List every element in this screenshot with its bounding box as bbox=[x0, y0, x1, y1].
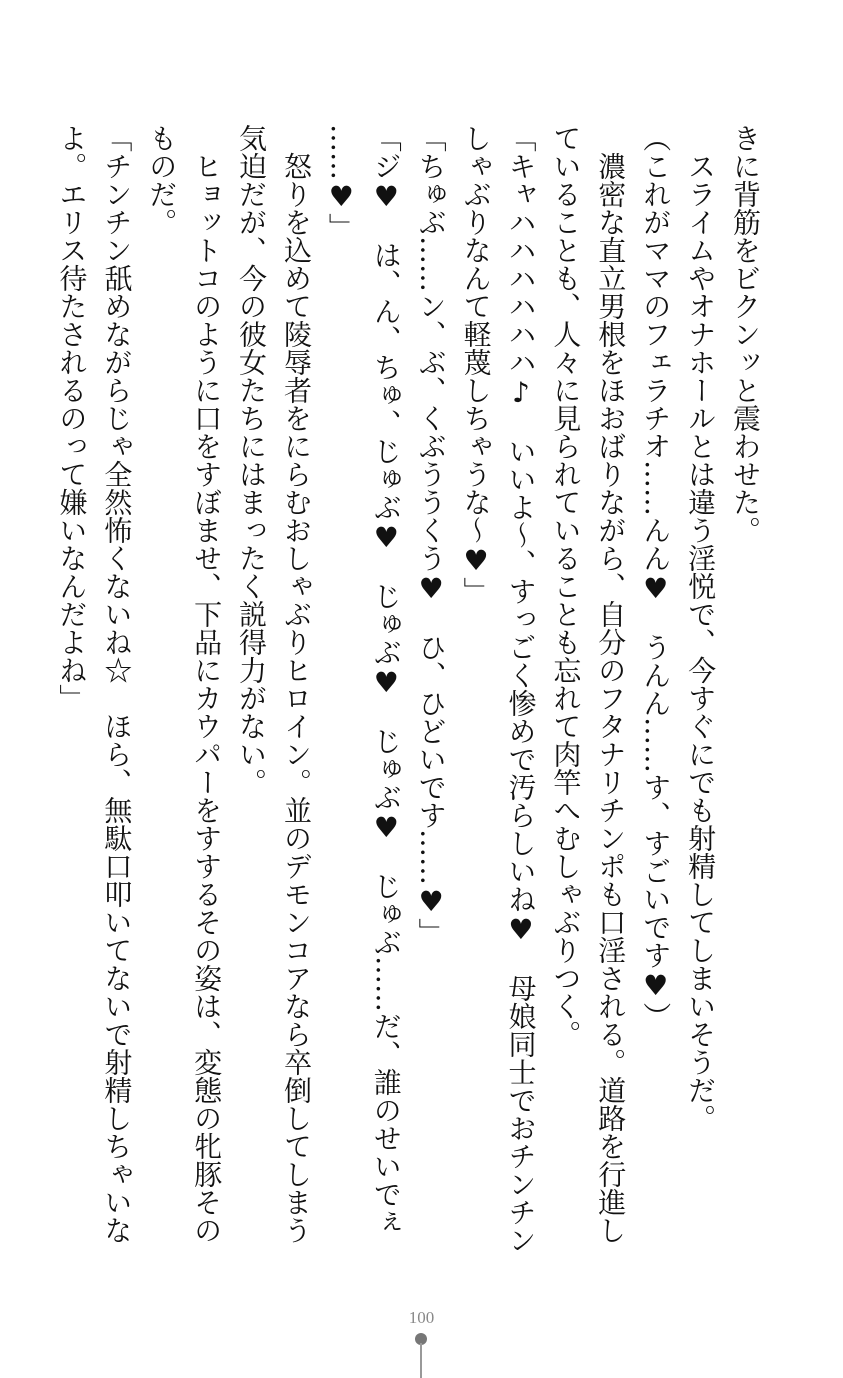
text-line: 「ちゅぶ……ン、ぶ、くぶううくう♥ ひ、ひどいです……♥」 bbox=[414, 124, 448, 946]
text-line: きに背筋をビクンッと震わせた。 bbox=[729, 124, 762, 544]
text-line: 濃密な直立男根をほおばりながら、自分のフタナリチンポも口淫される。道路を行進し bbox=[594, 124, 628, 1244]
text-line: スライムやオナホールとは違う淫悦で、今すぐにでも射精してしまいそうだ。 bbox=[684, 124, 718, 1132]
text-line: ヒョットコのように口をすぼませ、下品にカウパーをすするその姿は、変態の牝豚その bbox=[190, 124, 224, 1244]
text-line: ……♥」 bbox=[324, 124, 358, 241]
text-line: ていることも、人々に見られていることも忘れて肉竿へむしゃぶりつく。 bbox=[549, 124, 583, 1048]
text-line: 怒りを込めて陵辱者をにらむおしゃぶりヒロイン。並のデモンコアなら卒倒してしまう bbox=[279, 124, 313, 1244]
page-number: 100 bbox=[408, 1308, 435, 1327]
page-marker-line bbox=[420, 1343, 422, 1378]
text-line: 気迫だが、今の彼女たちにはまったく説得力がない。 bbox=[235, 124, 269, 796]
text-line: （これがママのフェラチオ……んん♥ うんん……す、すごいです♥） bbox=[639, 124, 673, 1030]
text-line: ものだ。 bbox=[145, 124, 179, 236]
text-line: 「ジ♥ は、ん、ちゅ、じゅぶ♥ じゅぶ♥ じゅぶ♥ じゅぶ……だ、誰のせいでぇ bbox=[369, 124, 403, 1236]
text-line: 「キャハハハハハハ♪ いいよ～、すっごく惨めで汚らしいね♥ 母娘同士でおチンチン bbox=[504, 124, 538, 1254]
text-line: しゃぶりなんて軽蔑しちゃうな～♥」 bbox=[459, 124, 493, 605]
text-line: よ。エリス待たされるのって嫌いなんだよね」 bbox=[55, 124, 89, 712]
text-line: 「チンチン舐めながらじゃ全然怖くないね☆ ほら、無駄口叩いてないで射精しちゃいな bbox=[100, 124, 134, 1244]
body-text bbox=[49, 124, 767, 1264]
